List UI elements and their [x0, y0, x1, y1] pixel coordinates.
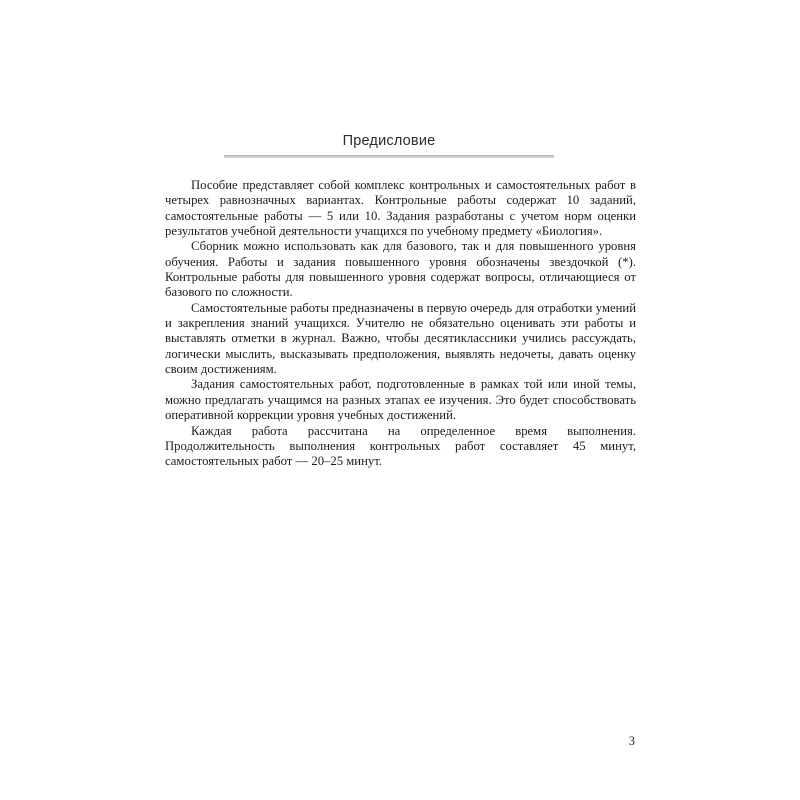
section-heading-block [224, 131, 554, 158]
page-number: 3 [628, 734, 635, 748]
page-title: Предисловие [342, 133, 436, 149]
paragraph: Пособие представляет собой комплекс контрольных и самостоятельных работ в четырех равнозначных вариантах. Контрольные работы содержат 10 заданий, самостоятельные работы — 5 или 10. Задания разработаны с учетом норм оценки результатов учебной деятельности учащихся по учебному предмету «Биология». [165, 178, 636, 239]
body-text [165, 178, 636, 470]
paragraph: Каждая работа рассчитана на определенное время выполнения. Продолжительность выполнения контрольных работ составляет 45 минут, самостоятельных работ — 20–25 минут. [165, 423, 636, 469]
paragraph: Задания самостоятельных работ, подготовленные в рамках той или иной темы, можно предлагать учащимся на разных этапах ее изучения. Это будет способствовать оперативной коррекции уровня учебных достижений. [165, 377, 636, 423]
paragraph: Самостоятельные работы предназначены в первую очередь для отработки умений и закрепления знаний учащихся. Учителю не обязательно оценивать эти работы и выставлять отметки в журнал. Важно, чтобы десятиклассники учились рассуждать, логически мыслить, высказывать предположения, выявлять недочеты, давать оценку своим достижениям. [165, 300, 636, 377]
paragraph: Сборник можно использовать как для базового, так и для повышенного уровня обучения. Работы и задания повышенного уровня обозначены звездочкой (*). Контрольные работы для повышенного уровня содержат вопросы, отличающиеся от базового по сложности. [165, 239, 636, 300]
title-divider-rule [224, 155, 554, 158]
